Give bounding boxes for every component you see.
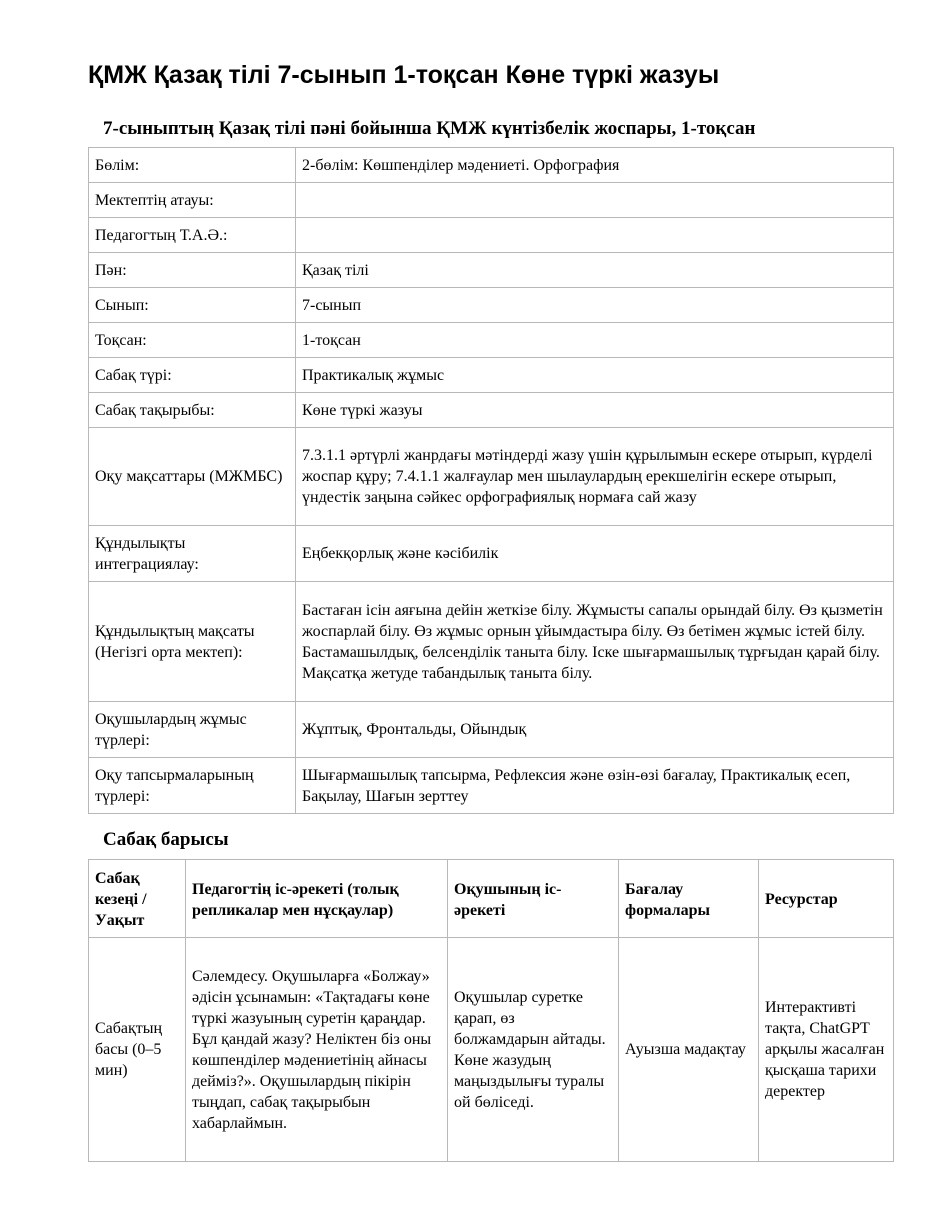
lesson-section-heading: Сабақ барысы (103, 829, 229, 850)
info-value: Бастаған ісін аяғына дейін жеткізе білу. Жұмысты сапалы орындай білу. Өз қызметін жоспарлай білу. Өз жұмыс орнын ұйымдастыра білу. Өз бетімен жұмыс істей білу. Бастамашылдық, белсенділік таныта білу. Іске шығармашылық тұрғыдан қарай білу. Мақсатқа жетуде табандылық таныта білу. (296, 582, 894, 702)
table-row (89, 758, 894, 814)
lesson-flow-table (88, 859, 894, 1162)
cell-teacher-activity: Сәлемдесу. Оқушыларға «Болжау» әдісін ұсынамын: «Тақтадағы көне түркі жазуының суретін қараңдар. Бұл қандай жазу? Неліктен біз оны көшпенділер мәдениетінің айнасы дейміз?». Оқушылардың пікірін тыңдап, сабақ тақырыбын хабарлаймын. (186, 938, 448, 1162)
info-label: Педагогтың Т.А.Ә.: (89, 218, 296, 253)
table-row (89, 702, 894, 758)
info-value: Шығармашылық тапсырма, Рефлексия және өзін-өзі бағалау, Практикалық есеп, Бақылау, Шағын зерттеу (296, 758, 894, 814)
table-row (89, 393, 894, 428)
column-header-assessment: Бағалау формалары (619, 860, 759, 938)
info-value (296, 218, 894, 253)
info-label: Сынып: (89, 288, 296, 323)
table-row (89, 526, 894, 582)
info-label: Оқу мақсаттары (МЖМБС) (89, 428, 296, 526)
cell-assessment: Ауызша мадақтау (619, 938, 759, 1162)
table-row (89, 323, 894, 358)
info-label: Оқушылардың жұмыс түрлері: (89, 702, 296, 758)
table-row (89, 218, 894, 253)
cell-stage: Сабақтың басы (0–5 мин) (89, 938, 186, 1162)
info-value: Жұптық, Фронтальды, Ойындық (296, 702, 894, 758)
info-label: Сабақ түрі: (89, 358, 296, 393)
cell-student-activity: Оқушылар суретке қарап, өз болжамдарын айтады. Көне жазудың маңыздылығы туралы ой бөліседі. (448, 938, 619, 1162)
info-value: Практикалық жұмыс (296, 358, 894, 393)
table-row (89, 288, 894, 323)
table-row (89, 253, 894, 288)
column-header-resources: Ресурстар (759, 860, 894, 938)
table-header-row (89, 860, 894, 938)
info-value: Қазақ тілі (296, 253, 894, 288)
info-value (296, 183, 894, 218)
page-title: ҚМЖ Қазақ тілі 7-сынып 1-тоқсан Көне түркі жазуы (88, 61, 720, 89)
info-label: Құндылықтың мақсаты (Негізгі орта мектеп): (89, 582, 296, 702)
info-label: Құндылықты интеграциялау: (89, 526, 296, 582)
info-label: Оқу тапсырмаларының түрлері: (89, 758, 296, 814)
table-row (89, 358, 894, 393)
table-row (89, 148, 894, 183)
table-row (89, 183, 894, 218)
info-value: Көне түркі жазуы (296, 393, 894, 428)
cell-resources: Интерактивті тақта, ChatGPT арқылы жасалған қысқаша тарихи деректер (759, 938, 894, 1162)
info-value: Еңбекқорлық және кәсібилік (296, 526, 894, 582)
lesson-info-table (88, 147, 894, 814)
info-label: Бөлім: (89, 148, 296, 183)
table-row (89, 938, 894, 1162)
info-value: 1-тоқсан (296, 323, 894, 358)
info-label: Пән: (89, 253, 296, 288)
info-value: 7.3.1.1 әртүрлі жанрдағы мәтіндерді жазу үшін құрылымын ескере отырып, күрделі жоспар құру; 7.4.1.1 жалғаулар мен шылаулардың ерекшелігін ескере отырып, үндестік заңына сәйкес орфографиялық нормаға сай жазу (296, 428, 894, 526)
table-row (89, 582, 894, 702)
info-value: 2-бөлім: Көшпенділер мәдениеті. Орфография (296, 148, 894, 183)
column-header-stage: Сабақ кезеңі / Уақыт (89, 860, 186, 938)
column-header-teacher-activity: Педагогтің іс-әрекеті (толық репликалар мен нұсқаулар) (186, 860, 448, 938)
column-header-student-activity: Оқушының іс-әрекеті (448, 860, 619, 938)
info-label: Мектептің атауы: (89, 183, 296, 218)
info-value: 7-сынып (296, 288, 894, 323)
info-label: Тоқсан: (89, 323, 296, 358)
info-label: Сабақ тақырыбы: (89, 393, 296, 428)
table-row (89, 428, 894, 526)
info-section-heading: 7-сыныптың Қазақ тілі пәні бойынша ҚМЖ күнтізбелік жоспары, 1-тоқсан (103, 118, 756, 139)
